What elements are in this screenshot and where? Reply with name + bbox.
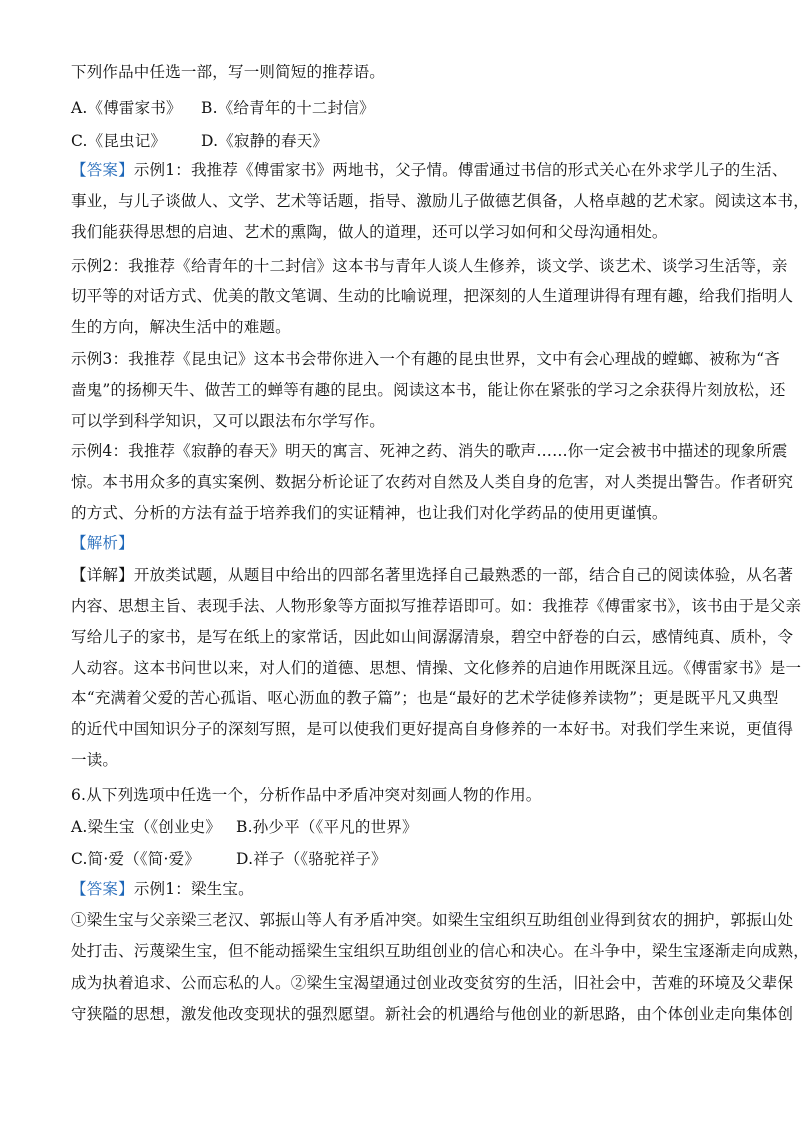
answer6-line-5: 守狭隘的思想，激发他改变现状的强烈愿望。新社会的机遇给与他创业的新思路，由个体创业走向集体创	[71, 1005, 794, 1023]
answer6-line-1	[71, 879, 731, 899]
q5-option-a: A.《傅雷家书》	[71, 99, 182, 117]
answer5-line-2: 事业，与儿子谈做人、文学、艺术等话题，指导、激励儿子做德艺俱备，人格卓越的艺术家。阅读这本书，	[71, 192, 809, 210]
q6-options-row-1	[71, 817, 731, 837]
q5-options-row-2	[71, 131, 731, 151]
answer5-line-8: 啬鬼”的扬柳天牛、做苦工的蝉等有趣的昆虫。阅读这本书，能让你在紧张的学习之余获得片刻放松，还	[71, 381, 786, 399]
q6-option-b: B.孙少平（《平凡的世界》	[236, 818, 418, 836]
answer5-line-6: 生的方向，解决生活中的难题。	[71, 318, 291, 336]
q6-options-row-2	[71, 849, 731, 869]
answer6-line-4: 成为执着追求、公而忘私的人。②梁生宝渴望通过创业改变贫穷的生活，旧社会中，苦难的环境及父辈保	[71, 974, 794, 992]
q5-option-b: B.《给青年的十二封信》	[201, 99, 375, 117]
q5-options-row-1	[71, 98, 731, 118]
detail5-line-3: 写给儿子的家书，是写在纸上的家常话，因此如山间潺潺清泉，碧空中舒卷的白云，感情纯真、质朴，令	[71, 628, 794, 646]
answer5-line-4: 示例2：我推荐《给青年的十二封信》这本书与青年人谈人生修养，谈文学、谈艺术、谈学习生活等，亲	[71, 257, 788, 275]
answer5-line-5: 切平等的对话方式、优美的散文笔调、生动的比喻说理，把深刻的人生道理讲得有理有趣，给我们指明人	[71, 287, 794, 305]
detail5-text: 开放类试题，从题目中给出的四部名著里选择自己最熟悉的一部，结合自己的阅读体验，从名著	[133, 566, 794, 584]
answer5-line-7: 示例3：我推荐《昆虫记》这本书会带你进入一个有趣的昆虫世界，文中有会心理战的螳螂、被称为“吝	[71, 350, 780, 368]
q5-option-c: C.《昆虫记》	[71, 132, 167, 150]
q6-prompt: 6.从下列选项中任选一个，分析作品中矛盾冲突对刻画人物的作用。	[71, 786, 542, 804]
detail5-line-4: 人动容。这本书问世以来，对人们的道德、思想、情操、文化修养的启迪作用既深且远。《傅雷家书》是一	[71, 659, 802, 677]
answer6-line-3: 处打击、污蔑梁生宝，但不能动摇梁生宝组织互助组创业的信心和决心。在斗争中，梁生宝逐渐走向成熟，	[71, 942, 809, 960]
detail5-line-1	[71, 565, 794, 585]
detail-tag: 【详解】	[71, 566, 134, 584]
answer5-line-1	[71, 160, 788, 180]
q5-option-d: D.《寂静的春天》	[201, 132, 329, 150]
answer5-line-11: 惊。本书用众多的真实案例、数据分析论证了农药对自然及人类自身的危害，对人类提出警告。作者研究	[71, 473, 794, 491]
detail5-line-7: 一读。	[71, 751, 119, 769]
answer-tag: 【答案】	[71, 161, 134, 179]
q5-prompt: 下列作品中任选一部，写一则简短的推荐语。	[71, 63, 386, 81]
analysis-tag: 【解析】	[71, 534, 134, 552]
answer5-line-10: 示例4：我推荐《寂静的春天》明天的寓言、死神之药、消失的歌声……你一定会被书中描述的现象所震	[71, 442, 788, 460]
answer6-text: 示例1：梁生宝。	[133, 880, 254, 898]
q6-option-a: A.梁生宝（《创业史》	[71, 818, 222, 836]
detail5-line-6: 的近代中国知识分子的深刻写照，是可以使我们更好提高自身修养的一本好书。对我们学生来说，更值得	[71, 720, 794, 738]
answer6-line-2: ①梁生宝与父亲梁三老汉、郭振山等人有矛盾冲突。如梁生宝组织互助组创业得到贫农的拥护，郭振山处	[71, 911, 794, 929]
q6-option-d: D.祥子（《骆驼祥子》	[236, 850, 387, 868]
answer6-tag: 【答案】	[71, 880, 134, 898]
detail5-line-2: 内容、思想主旨、表现手法、人物形象等方面拟写推荐语即可。如：我推荐《傅雷家书》，该书由于是父亲	[71, 597, 802, 615]
answer5-line-3: 我们能获得思想的启迪、艺术的熏陶，做人的道理，还可以学习如何和父母沟通相处。	[71, 223, 668, 241]
q6-option-c: C.简·爱（《简·爱》	[71, 850, 201, 868]
answer5-line-9: 可以学到科学知识，又可以跟法布尔学写作。	[71, 412, 386, 430]
answer5-text: 示例1：我推荐《傅雷家书》两地书，父子情。傅雷通过书信的形式关心在外求学儿子的生活、	[133, 161, 788, 179]
answer5-line-12: 的方式、分析的方法有益于培养我们的实证精神，也让我们对化学药品的使用更谨慎。	[71, 504, 668, 522]
detail5-line-5: 本“充满着父爱的苦心孤诣、呕心沥血的教子篇”；也是“最好的艺术学徒修养读物”；更是既平凡又典型	[71, 689, 779, 707]
